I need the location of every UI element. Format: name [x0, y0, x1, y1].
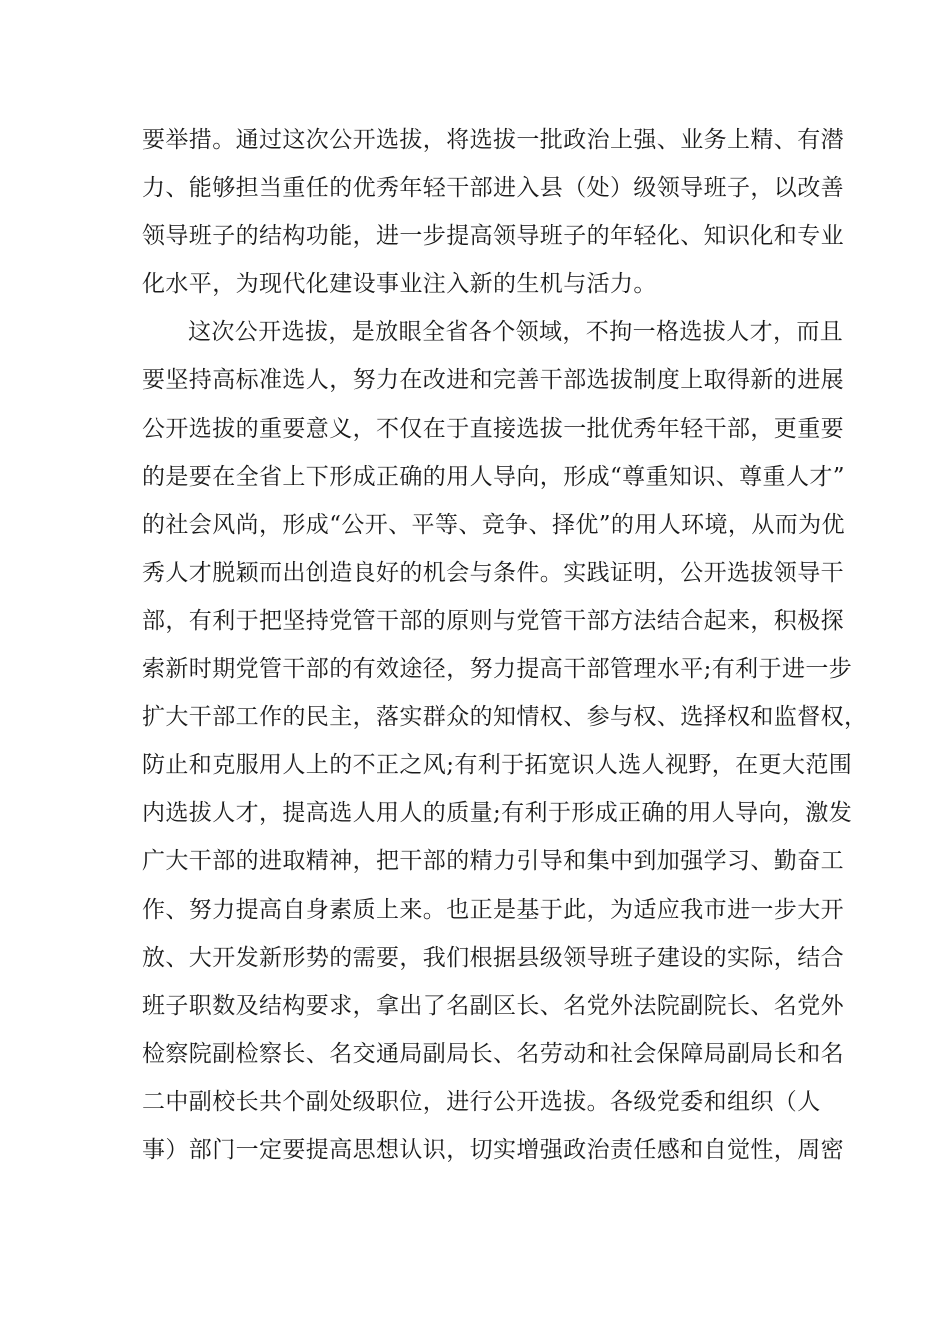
- text-line: 内选拔人才，提高选人用人的质量;有利于形成正确的用人导向，激发: [142, 800, 853, 827]
- text-line: 的社会风尚，形成“公开、平等、竞争、择优”的用人环境，从而为优: [142, 511, 845, 538]
- text-line: 秀人才脱颖而出创造良好的机会与条件。实践证明，公开选拔领导干: [142, 559, 844, 586]
- text-line: 要举措。通过这次公开选拔，将选拔一批政治上强、业务上精、有潜: [142, 127, 844, 153]
- text-line: 部，有利于把坚持党管干部的原则与党管干部方法结合起来，积极探: [142, 607, 844, 634]
- text-line: 班子职数及结构要求，拿出了名副区长、名党外法院副院长、名党外: [142, 992, 844, 1019]
- text-line: 力、能够担当重任的优秀年轻干部进入县（处）级领导班子，以改善: [142, 175, 844, 202]
- text-line: 的是要在全省上下形成正确的用人导向，形成“尊重知识、尊重人才”: [142, 463, 845, 490]
- text-line: 领导班子的结构功能，进一步提高领导班子的年轻化、知识化和专业: [142, 223, 844, 250]
- text-line: 索新时期党管干部的有效途径，努力提高干部管理水平;有利于进一步: [142, 656, 853, 683]
- text-line: 放、大开发新形势的需要，我们根据县级领导班子建设的实际，结合: [142, 944, 844, 971]
- text-line: 要坚持高标准选人，努力在改进和完善干部选拔制度上取得新的进展: [142, 367, 844, 394]
- text-line: 事）部门一定要提高思想认识，切实增强政治责任感和自觉性，周密: [142, 1136, 844, 1163]
- text-line: 防止和克服用人上的不正之风;有利于拓宽识人选人视野，在更大范围: [142, 752, 853, 779]
- text-line: 扩大干部工作的民主，落实群众的知情权、参与权、选择权和监督权，: [142, 704, 868, 731]
- text-line: 化水平，为现代化建设事业注入新的生机与活力。: [142, 271, 657, 298]
- paragraph: [142, 308, 868, 1174]
- paragraph: [142, 116, 842, 308]
- text-line: 检察院副检察长、名交通局副局长、名劳动和社会保障局副局长和名: [142, 1040, 844, 1067]
- text-line: 公开选拔的重要意义，不仅在于直接选拔一批优秀年轻干部，更重要: [142, 415, 844, 442]
- text-line: 广大干部的进取精神，把干部的精力引导和集中到加强学习、勤奋工: [142, 848, 844, 875]
- text-line: 二中副校长共个副处级职位，进行公开选拔。各级党委和组织（人: [142, 1088, 821, 1115]
- text-line: 这次公开选拔，是放眼全省各个领域，不拘一格选拔人才，而且: [188, 319, 844, 346]
- text-line: 作、努力提高自身素质上来。也正是基于此，为适应我市进一步大开: [142, 896, 844, 923]
- document-body: [142, 116, 868, 1174]
